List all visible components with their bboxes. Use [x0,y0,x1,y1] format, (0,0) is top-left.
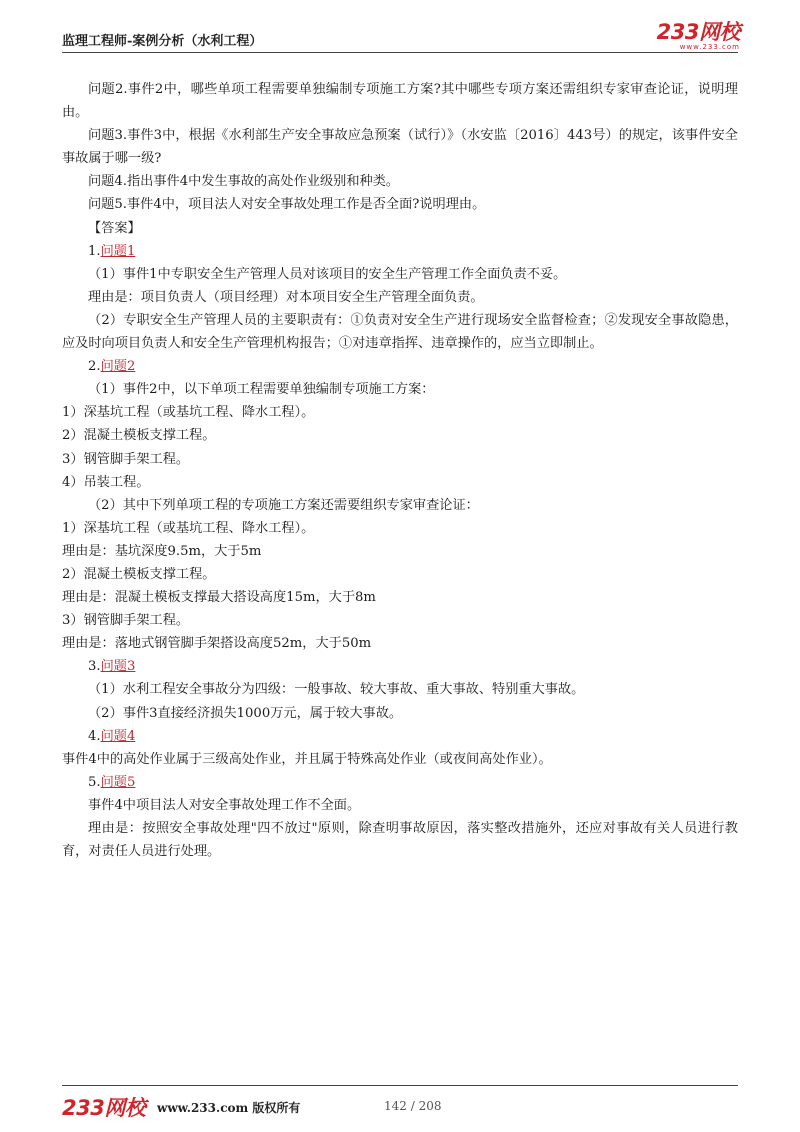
footer-logo: 233网校 [62,1096,146,1120]
answer-4-heading [62,725,738,748]
question-3-link[interactable]: 问题3 [100,659,136,675]
answer-text: 1）深基坑工程（或基坑工程、降水工程）。 [62,520,315,536]
answer-5-heading [62,771,738,794]
footer-divider [62,1085,738,1086]
question-5: 问题5.事件4中，项目法人对安全事故处理工作是否全面?说明理由。 [88,197,486,213]
question-5-link[interactable]: 问题5 [100,774,136,790]
answer-text: 3）钢管脚手架工程。 [62,613,190,629]
question-2: 问题2.事件2中，哪些单项工程需要单独编制专项施工方案?其中哪些专项方案还需组织专家审查论证，说明理由。 [62,82,738,121]
answer-text: （2）其中下列单项工程的专项施工方案还需要组织专家审查论证： [88,497,479,513]
answer-text: 理由是：按照安全事故处理"四不放过"原则，除查明事故原因，落实整改措施外，还应对事故有关人员进行教育，对责任人员进行处理。 [62,821,738,860]
question-2-link[interactable]: 问题2 [100,359,136,375]
answer-text: 4）吊装工程。 [62,474,150,490]
answer-1-heading [62,240,738,263]
answer-text: （2）专职安全生产管理人员的主要职责有：①负责对安全生产进行现场安全监督检查；②发现安全事故隐患，应及时向项目负责人和安全生产管理机构报告；①对违章指挥、违章操作的，应当立即制止。 [62,312,738,352]
question-1-link[interactable]: 问题1 [100,243,136,259]
answer-text: 理由是：落地式钢管脚手架搭设高度52m，大于50m [62,636,372,652]
answer-2-heading [62,355,738,378]
answer-text: 事件4中的高处作业属于三级高处作业，并且属于特殊高处作业（或夜间高处作业）。 [62,751,552,767]
question-4-link[interactable]: 问题4 [100,728,136,744]
brand-logo [657,22,740,51]
answer-text: 1）深基坑工程（或基坑工程、降水工程）。 [62,405,315,421]
answer-text: 理由是：项目负责人（项目经理）对本项目安全生产管理全面负责。 [88,289,484,305]
answer-text: （1）事件2中，以下单项工程需要单独编制专项施工方案： [88,382,435,398]
answer-number: 2. [88,359,101,375]
header-divider [62,52,738,53]
answer-number: 5. [88,774,101,790]
answer-text: （1）水利工程安全事故分为四级：一般事故、较大事故、重大事故、特别重大事故。 [88,682,585,698]
document-body [62,78,738,863]
answer-text: 3）钢管脚手架工程。 [62,451,190,467]
answer-number: 1. [88,243,101,259]
page-number: 142 / 208 [384,1099,442,1113]
answer-heading: 【答案】 [88,220,141,236]
footer-copyright: www.233.com 版权所有 [157,1101,301,1115]
answer-text: （2）事件3直接经济损失1000万元，属于较大事故。 [88,705,403,721]
answer-text: 2）混凝土模板支撑工程。 [62,428,216,444]
answer-text: 理由是：基坑深度9.5m，大于5m [62,543,262,559]
question-3: 问题3.事件3中，根据《水利部生产安全事故应急预案（试行）》（水安监〔2016〕443号）的规定，该事件安全事故属于哪一级? [62,128,738,167]
brand-logo-text: 233网校 [656,20,740,44]
answer-text: 事件4中项目法人对安全事故处理工作不全面。 [88,797,361,813]
answer-text: （1）事件1中专职安全生产管理人员对该项目的安全生产管理工作全面负责不妥。 [88,266,567,282]
answer-text: 2）混凝土模板支撑工程。 [62,566,216,582]
question-4: 问题4.指出事件4中发生事故的高处作业级别和种类。 [88,174,400,190]
answer-text: 理由是：混凝土模板支撑最大搭设高度15m，大于8m [62,590,376,606]
document-title: 监理工程师-案例分析（水利工程） [62,34,263,49]
answer-number: 4. [88,728,101,744]
answer-number: 3. [88,659,101,675]
brand-logo-url: www.233.com [679,43,740,51]
answer-3-heading [62,655,738,678]
